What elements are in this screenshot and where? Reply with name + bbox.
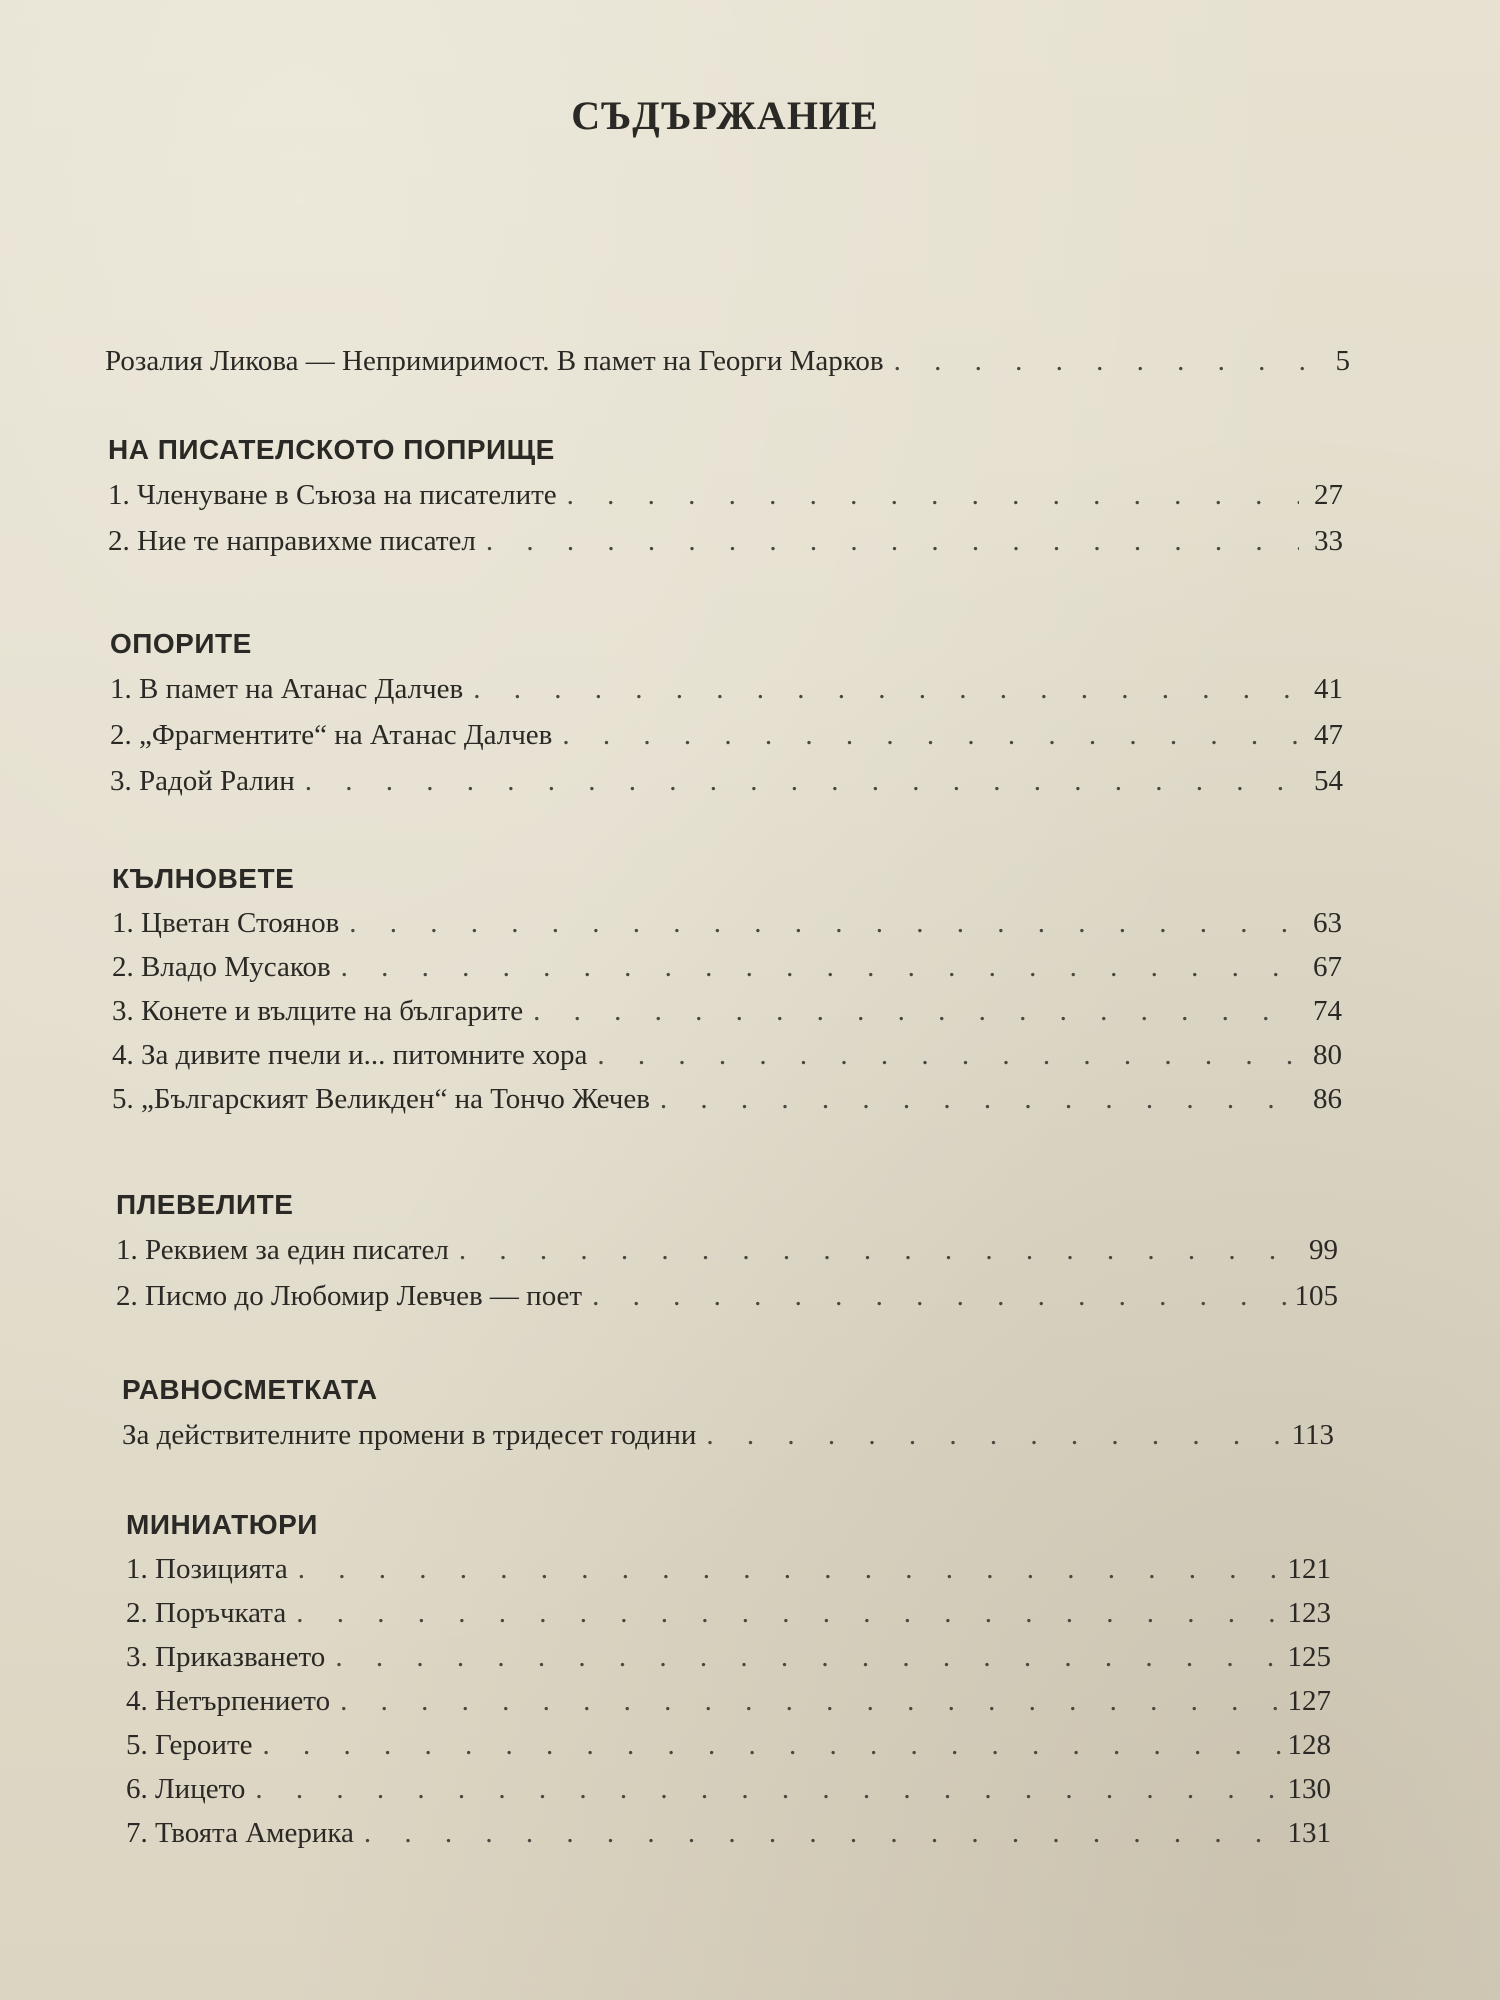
dot-leader <box>339 901 1298 945</box>
section-oporite <box>110 622 1343 804</box>
dot-leader <box>557 472 1299 518</box>
section-miniatyuri <box>126 1503 1331 1855</box>
dot-leader <box>354 1811 1287 1855</box>
entry-page-number: 131 <box>1287 1817 1331 1849</box>
entry-label: 2. Ние те направихме писател <box>108 525 476 557</box>
intro-entry <box>105 338 1350 384</box>
toc-entry <box>112 945 1342 989</box>
entry-page-number: 80 <box>1313 1039 1342 1071</box>
dot-leader <box>650 1077 1298 1121</box>
dot-leader <box>523 989 1298 1033</box>
entry-page-number: 113 <box>1291 1419 1334 1451</box>
entry-page-number: 41 <box>1314 673 1343 705</box>
toc-entry <box>112 901 1342 945</box>
entry-page-number: 54 <box>1314 765 1343 797</box>
toc-entry <box>126 1679 1331 1723</box>
toc-entry <box>126 1547 1331 1591</box>
dot-leader <box>253 1723 1288 1767</box>
toc-entry <box>126 1767 1331 1811</box>
entry-label: 4. Нетърпението <box>126 1685 331 1717</box>
page-title: СЪДЪРЖАНИЕ <box>571 93 879 138</box>
toc-entry <box>126 1811 1331 1855</box>
entry-label: 2. Писмо до Любомир Левчев — поет <box>116 1280 583 1312</box>
entry-label: 1. Членуване в Съюза на писателите <box>108 479 557 511</box>
toc-entry <box>110 758 1343 804</box>
entry-label: 2. Поръчката <box>126 1597 287 1629</box>
entry-label: 2. Владо Мусаков <box>112 951 331 983</box>
entry-page-number: 33 <box>1314 525 1343 557</box>
entry-label: 1. Реквием за един писател <box>116 1234 449 1266</box>
entry-label: 4. За дивите пчели и... питомните хора <box>112 1039 588 1071</box>
dot-leader <box>245 1767 1287 1811</box>
section-plevelite <box>116 1183 1338 1319</box>
section-kalnovete <box>112 857 1342 1121</box>
section-na-pisatelskoto-poprishte <box>108 428 1343 564</box>
section-title: ОПОРИТЕ <box>110 628 252 659</box>
entry-page-number: 123 <box>1287 1597 1331 1629</box>
entry-label: 6. Лицето <box>126 1773 246 1805</box>
toc-entry <box>112 989 1342 1033</box>
entry-page-number: 105 <box>1294 1280 1338 1312</box>
entry-label: 1. Цветан Стоянов <box>112 907 340 939</box>
entry-label: 3. Радой Ралин <box>110 765 295 797</box>
toc-entry <box>126 1591 1331 1635</box>
toc-entry <box>105 338 1350 384</box>
entry-label: Розалия Ликова — Непримиримост. В памет на Георги Марков <box>105 345 884 377</box>
entry-page-number: 99 <box>1309 1234 1338 1266</box>
dot-leader <box>331 945 1298 989</box>
section-title: КЪЛНОВЕТЕ <box>112 863 295 894</box>
toc-entry <box>108 518 1343 564</box>
toc-entry <box>122 1412 1334 1458</box>
dot-leader <box>884 338 1306 384</box>
entry-label: 7. Твоята Америка <box>126 1817 354 1849</box>
entry-label: 1. В памет на Атанас Далчев <box>110 673 464 705</box>
toc-entry <box>112 1077 1342 1121</box>
entry-page-number: 121 <box>1287 1553 1331 1585</box>
dot-leader <box>286 1591 1287 1635</box>
toc-entry <box>126 1635 1331 1679</box>
dot-leader <box>587 1033 1298 1077</box>
entry-page-number: 63 <box>1313 907 1342 939</box>
dot-leader <box>463 666 1299 712</box>
entry-label: 1. Позицията <box>126 1553 288 1585</box>
entry-label: 5. „Българският Великден“ на Тончо Жечев <box>112 1083 650 1115</box>
toc-entry <box>112 1033 1342 1077</box>
toc-entry <box>126 1723 1331 1767</box>
entry-page-number: 67 <box>1313 951 1342 983</box>
entry-label: 5. Героите <box>126 1729 253 1761</box>
dot-leader <box>288 1547 1287 1591</box>
entry-page-number: 47 <box>1314 719 1343 751</box>
toc-entry <box>110 712 1343 758</box>
entry-page-number: 86 <box>1313 1083 1342 1115</box>
entry-page-number: 74 <box>1313 995 1342 1027</box>
toc-entry <box>108 472 1343 518</box>
entry-label: За действителните промени в тридесет години <box>122 1419 697 1451</box>
dot-leader <box>449 1227 1294 1273</box>
toc-entry <box>116 1227 1338 1273</box>
toc-entry <box>110 666 1343 712</box>
dot-leader <box>582 1273 1294 1319</box>
entry-label: 3. Конете и вълците на българите <box>112 995 524 1027</box>
toc-entry <box>116 1273 1338 1319</box>
entry-label: 3. Приказването <box>126 1641 326 1673</box>
dot-leader <box>476 518 1299 564</box>
section-ravnosmetkata <box>122 1368 1334 1458</box>
dot-leader <box>295 758 1299 804</box>
entry-page-number: 127 <box>1287 1685 1331 1717</box>
entry-page-number: 130 <box>1287 1773 1331 1805</box>
dot-leader <box>696 1412 1290 1458</box>
entry-page-number: 128 <box>1287 1729 1331 1761</box>
entry-page-number: 27 <box>1314 479 1343 511</box>
entry-page-number: 5 <box>1335 345 1350 377</box>
section-title: ПЛЕВЕЛИТЕ <box>116 1189 294 1220</box>
section-title: РАВНОСМЕТКАТА <box>122 1374 378 1405</box>
entry-page-number: 125 <box>1287 1641 1331 1673</box>
section-title: НА ПИСАТЕЛСКОТО ПОПРИЩЕ <box>108 434 555 465</box>
dot-leader <box>325 1635 1287 1679</box>
dot-leader <box>552 712 1299 758</box>
entry-label: 2. „Фрагментите“ на Атанас Далчев <box>110 719 553 751</box>
dot-leader <box>330 1679 1287 1723</box>
section-title: МИНИАТЮРИ <box>126 1509 318 1540</box>
